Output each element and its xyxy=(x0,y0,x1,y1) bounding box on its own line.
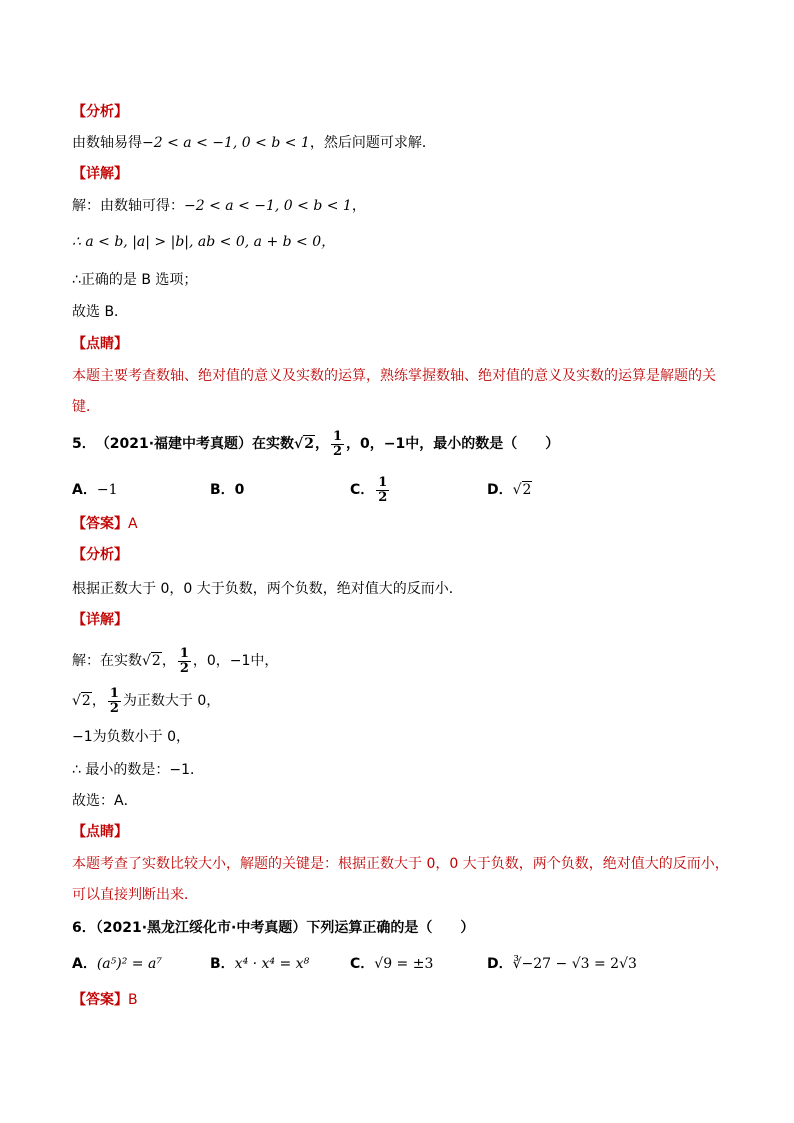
q5-stem: 5． （2021·福建中考真题） 在实数 √2 ， $\frac{1}{2}$ ，0，−1中，最小的数是（ ） xyxy=(72,428,560,459)
q6-option-b: B．x⁴ · x⁴ = x⁸ xyxy=(210,956,310,972)
heading-analysis: 【分析】 xyxy=(72,104,128,120)
q4-analysis: 由数轴易得−2 < a < −1, 0 < b < 1，然后问题可求解． xyxy=(72,135,436,151)
q5-heading-analysis: 【分析】 xyxy=(72,547,128,563)
heading-detail: 【详解】 xyxy=(72,166,128,182)
q4-analysis-math: −2 < a < −1, 0 < b < 1 xyxy=(142,135,310,151)
q5-detail-line3: −1为负数小于 0， xyxy=(72,729,190,745)
q6-option-c: C．√9 = ±3 xyxy=(350,956,434,972)
heading-point: 【点睛】 xyxy=(72,336,128,352)
q5-option-b: B． 0 xyxy=(210,482,245,498)
q6-stem: 6．（2021·黑龙江绥化市·中考真题）下列运算正确的是（ ） xyxy=(72,920,475,936)
option-c-fraction: $\frac{1}{2}$ xyxy=(378,474,388,505)
q4-detail-line4: 故选 B． xyxy=(72,304,129,320)
q4-point-line2: 键． xyxy=(72,399,100,415)
q5-option-a: A． −1 xyxy=(72,482,118,498)
q5-point-line1: 本题考查了实数比较大小，解题的关键是：根据正数大于 0，0 大于负数，两个负数，绝对值大的反而小， xyxy=(72,856,729,872)
fraction-half: $\frac{1}{2}$ xyxy=(333,428,343,459)
q5-detail-line2: √2 ， $\frac{1}{2}$ 为正数大于 0， xyxy=(72,685,221,716)
q6-option-a: A．(a⁵)² = a⁷ xyxy=(72,956,162,972)
q6-answer: 【答案】B xyxy=(72,992,138,1008)
q5-answer: 【答案】A xyxy=(72,516,138,532)
q5-detail-line1: 解：在实数 √2 ， $\frac{1}{2}$ ，0，−1中， xyxy=(72,645,279,676)
q5-detail-line4: ∴ 最小的数是：−1． xyxy=(72,762,204,778)
sqrt-2: √2 xyxy=(294,436,314,452)
q5-option-c: C． $\frac{1}{2}$ xyxy=(350,474,388,505)
q4-point-line1: 本题主要考查数轴、绝对值的意义及实数的运算，熟练掌握数轴、绝对值的意义及实数的运算是解题的关 xyxy=(72,368,716,384)
q5-point-line2: 可以直接判断出来． xyxy=(72,887,198,903)
q5-heading-detail: 【详解】 xyxy=(72,612,128,628)
q5-analysis: 根据正数大于 0，0 大于负数，两个负数，绝对值大的反而小． xyxy=(72,581,463,597)
q4-detail-line3: ∴正确的是 B 选项； xyxy=(72,272,198,288)
q6-option-d: D．∛−27 − √3 = 2√3 xyxy=(487,956,637,972)
q5-option-d: D． √2 xyxy=(487,482,532,498)
q4-detail-line2: ∴ a < b, |a| > |b|, ab < 0, a + b < 0， xyxy=(72,234,336,250)
q4-detail-line1: 解：由数轴可得：−2 < a < −1, 0 < b < 1， xyxy=(72,198,366,214)
q5-detail-line5: 故选：A． xyxy=(72,793,138,809)
q5-heading-point: 【点睛】 xyxy=(72,824,128,840)
